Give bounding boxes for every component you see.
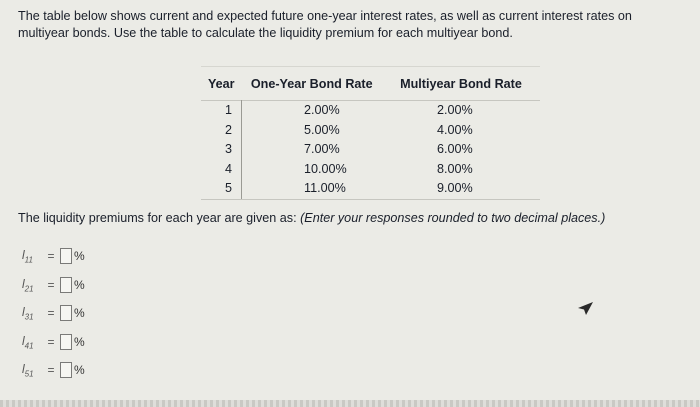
header-one-year-rate: One-Year Bond Rate [250,76,373,91]
answer-label: $l_{21}$ [22,276,34,293]
answer-row-l31 [22,299,85,328]
equals-sign: = [47,334,55,349]
liquidity-premium-input-l41[interactable] [60,334,72,350]
mouse-cursor-icon [576,302,594,316]
bottom-edge-strip [0,400,700,407]
table-row [201,160,540,180]
cell-one-year-rate: 5.00% [304,122,340,137]
cell-multiyear-rate: 4.00% [437,122,473,137]
table-row [201,101,540,121]
answer-row-l41 [22,328,85,357]
cell-year: 1 [201,101,242,121]
question-line-1: The table below shows current and expected future one-year interest rates, as well as current interest rates on [18,9,632,23]
answer-row-l51 [22,356,85,385]
cell-one-year-rate: 2.00% [304,103,340,117]
percent-unit: % [74,306,85,321]
percent-unit: % [74,334,85,349]
header-year: Year [207,76,235,91]
cell-year: 4 [201,160,242,180]
interest-rate-table [201,66,540,200]
table-row [201,140,540,160]
equals-sign: = [47,363,55,378]
answer-label: $l_{11}$ [22,248,33,265]
percent-unit: % [74,249,85,264]
cell-multiyear-rate: 6.00% [437,142,473,156]
cell-year: 5 [201,179,242,199]
instructions-text: The liquidity premiums for each year are given as: [18,211,301,225]
cell-year: 3 [201,140,242,160]
cell-one-year-rate: 10.00% [304,161,347,176]
answer-row-l11 [22,242,85,271]
liquidity-premium-input-l11[interactable] [60,248,72,264]
header-multiyear-rate: Multiyear Bond Rate [400,76,522,91]
table-row [201,179,540,199]
cell-multiyear-rate: 2.00% [437,103,473,117]
liquidity-premium-input-l31[interactable] [60,305,72,321]
cell-multiyear-rate: 9.00% [382,179,540,199]
table-row [201,121,540,141]
equals-sign: = [47,249,55,264]
cell-one-year-rate: 7.00% [304,142,340,156]
liquidity-premium-input-l21[interactable] [60,277,72,293]
answer-label: $l_{31}$ [22,305,34,322]
instructions [18,211,605,225]
percent-unit: % [74,277,85,292]
answer-label: $l_{51}$ [22,362,34,379]
percent-unit: % [74,363,85,378]
equals-sign: = [47,306,55,321]
table-header-row [201,67,540,101]
liquidity-premium-input-l51[interactable] [60,362,72,378]
cell-year: 2 [201,121,242,141]
instructions-hint: (Enter your responses rounded to two decimal places.) [300,211,606,225]
cell-multiyear-rate: 8.00% [437,161,473,176]
answer-label: $l_{41}$ [22,333,34,350]
cell-one-year-rate: 11.00% [242,179,383,199]
equals-sign: = [47,277,55,292]
question-line-2: multiyear bonds. Use the table to calculate the liquidity premium for each multiyear bond. [18,25,513,40]
question-text [18,8,698,41]
answer-list [22,242,85,385]
answer-row-l21 [22,271,85,300]
